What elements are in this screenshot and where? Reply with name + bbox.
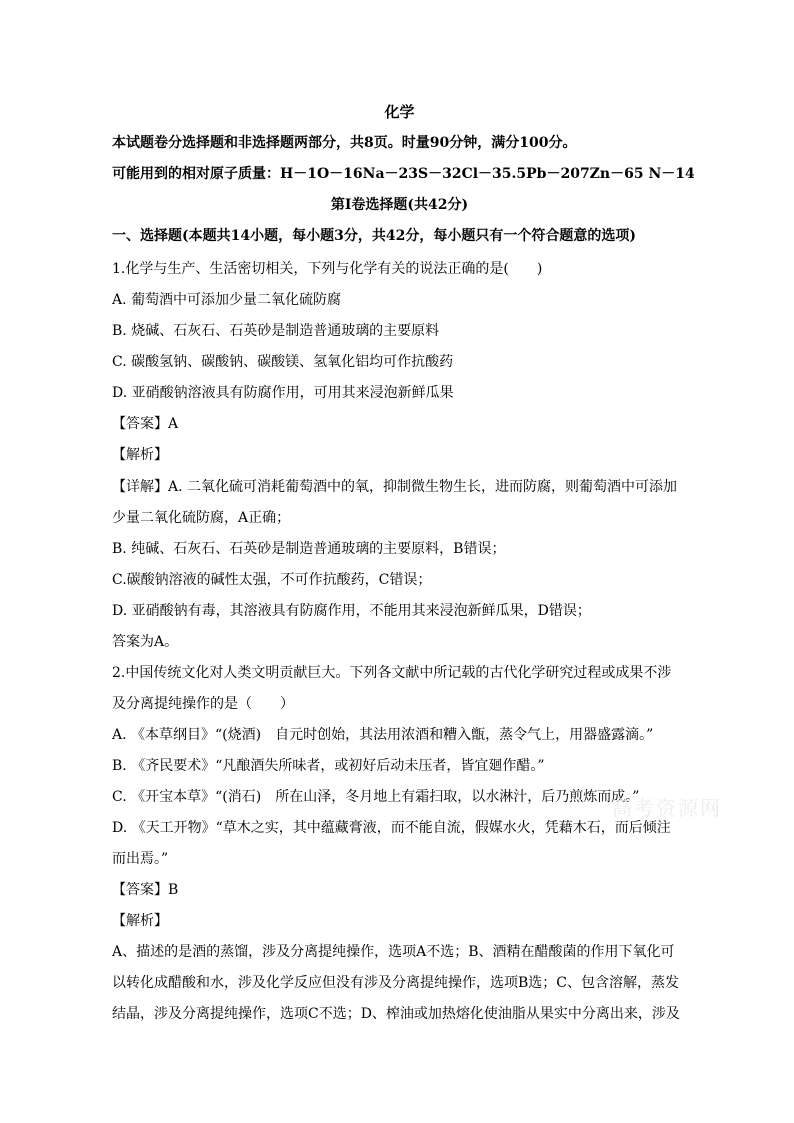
q2-stem-line: 2.中国传统文化对人类文明贡献巨大。下列各文献中所记载的古代化学研究过程或成果不涉 — [112, 665, 672, 681]
q1-option-d: D. 亚硝酸钠溶液具有防腐作用，可用其来浸泡新鲜瓜果 — [112, 385, 454, 401]
q1-conclusion: 答案为A。 — [112, 634, 179, 650]
q1-explanation-line: B. 纯碱、石灰石、石英砂是制造普通玻璃的主要原料，B错误； — [112, 541, 506, 557]
atomic-mass-line: 可能用到的相对原子质量：H－1O－16Na－23S－32Cl－35.5Pb－207Zn－65 N－14 — [112, 166, 695, 182]
q2-option-d-cont: 而出焉。” — [112, 851, 169, 867]
exam-intro: 本试题卷分选择题和非选择题两部分，共8页。时量90分钟，满分100分。 — [112, 135, 577, 151]
q1-explanation-line: 【详解】A. 二氧化硫可消耗葡萄酒中的氧，抑制微生物生长，进而防腐，则葡萄酒中可添加 — [112, 479, 678, 495]
q2-option-d: D. 《天工开物》“草木之实，其中蕴藏膏液，而不能自流，假媒水火，凭藉木石，而后倾注 — [112, 820, 671, 836]
q2-explanation-line: 以转化成醋酸和水，涉及化学反应但没有涉及分离提纯操作，选项B选；C、包含溶解，蒸发 — [112, 975, 679, 991]
q1-explanation-line: D. 亚硝酸钠有毒，其溶液具有防腐作用，不能用其来浸泡新鲜瓜果，D错误； — [112, 603, 591, 619]
q1-option-c: C. 碳酸氢钠、碳酸钠、碳酸镁、氢氧化铝均可作抗酸药 — [112, 354, 454, 370]
q1-explanation-line: C.碳酸钠溶液的碱性太强，不可作抗酸药，C错误； — [112, 572, 432, 588]
q2-option-a: A. 《本草纲目》“(烧酒) 自元时创始，其法用浓酒和糟入甑，蒸令气上，用器盛露滴。” — [112, 727, 654, 743]
q2-answer: 【答案】B — [112, 882, 179, 898]
watermark: 高考资源网 — [612, 796, 722, 820]
section-title: 第Ⅰ卷选择题(共42分) — [330, 197, 469, 213]
q2-option-b: B. 《齐民要术》“凡酿酒失所味者，或初好后动未压者，皆宜廻作醋。” — [112, 758, 545, 774]
q1-analysis-label: 【解析】 — [112, 447, 168, 463]
q1-answer: 【答案】A — [112, 416, 179, 432]
q2-analysis-label: 【解析】 — [112, 913, 168, 929]
q1-option-b: B. 烧碱、石灰石、石英砂是制造普通玻璃的主要原料 — [112, 323, 440, 339]
q1-explanation-line: 少量二氧化硫防腐，A正确； — [112, 510, 291, 526]
q1-option-a: A. 葡萄酒中可添加少量二氧化硫防腐 — [112, 292, 342, 308]
q2-stem-line: 及分离提纯操作的是（ ） — [112, 696, 294, 712]
subject-title: 化学 — [384, 103, 415, 121]
q1-stem: 1.化学与生产、生活密切相关，下列与化学有关的说法正确的是( ) — [112, 261, 543, 277]
q2-explanation-line: A、描述的是酒的蒸馏，涉及分离提纯操作，选项A不选；B、酒精在醋酸菌的作用下氧化可 — [112, 944, 675, 960]
part-title: 一、选择题(本题共14小题，每小题3分，共42分，每小题只有一个符合题意的选项) — [112, 228, 636, 244]
q2-option-c: C. 《开宝本草》“(消石) 所在山泽，冬月地上有霜扫取，以水淋汁，后乃煎炼而成。” — [112, 789, 640, 805]
q2-explanation-line: 结晶，涉及分离提纯操作，选项C不选；D、榨油或加热熔化使油脂从果实中分离出来，涉及 — [112, 1006, 680, 1022]
